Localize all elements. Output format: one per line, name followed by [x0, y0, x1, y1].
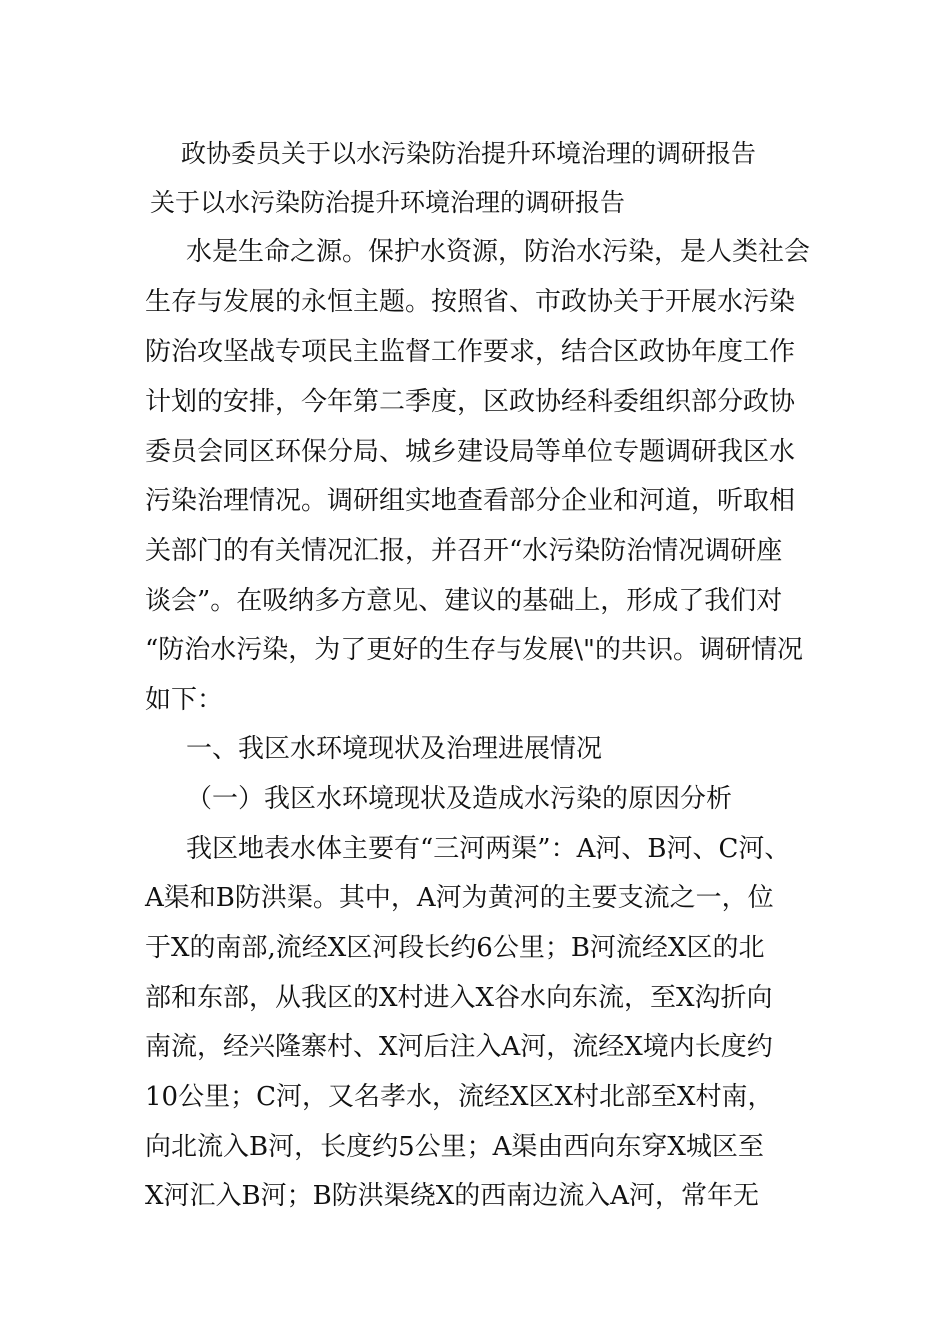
- paragraph-line: 向北流入B河，长度约5公里；A渠由西向东穿X城区至: [145, 1132, 764, 1162]
- paragraph-line: X河汇入B河；B防洪渠绕X的西南边流入A河，常年无: [145, 1181, 760, 1211]
- paragraph-line: 防治攻坚战专项民主监督工作要求，结合区政协年度工作: [145, 337, 796, 367]
- paragraph-line: 计划的安排，今年第二季度，区政协经科委组织部分政协: [145, 387, 796, 417]
- paragraph-line: A渠和B防洪渠。其中，A河为黄河的主要支流之一，位: [145, 883, 774, 913]
- document-title: 政协委员关于以水污染防治提升环境治理的调研报告: [181, 139, 757, 168]
- paragraph-line: 谈会”。在吸纳多方意见、建议的基础上，形成了我们对: [145, 586, 783, 616]
- paragraph-line: 水是生命之源。保护水资源，防治水污染，是人类社会: [186, 237, 811, 267]
- section-heading: 一、我区水环境现状及治理进展情况: [186, 734, 603, 764]
- paragraph-line: 10公里；C河，又名孝水，流经X区X村北部至X村南，: [145, 1082, 774, 1112]
- subsection-heading: （一）我区水环境现状及造成水污染的原因分析: [186, 784, 733, 814]
- paragraph-line: 污染治理情况。调研组实地查看部分企业和河道，听取相: [145, 486, 796, 516]
- paragraph-line: 如下：: [145, 685, 224, 715]
- paragraph-line: 关部门的有关情况汇报，并召开“水污染防治情况调研座: [145, 536, 783, 566]
- paragraph-line: 南流，经兴隆寨村、X河后注入A河，流经X境内长度约: [145, 1032, 773, 1062]
- paragraph-line: “防治水污染，为了更好的生存与发展\"的共识。调研情况: [145, 635, 804, 665]
- paragraph-line: 部和东部，从我区的X村进入X谷水向东流，至X沟折向: [145, 983, 773, 1013]
- document-subtitle: 关于以水污染防治提升环境治理的调研报告: [150, 188, 626, 217]
- paragraph-line: 于X的南部,流经X区河段长约6公里；B河流经X区的北: [145, 933, 765, 963]
- paragraph-line: 生存与发展的永恒主题。按照省、市政协关于开展水污染: [145, 287, 796, 317]
- paragraph-line: 委员会同区环保分局、城乡建设局等单位专题调研我区水: [145, 437, 796, 467]
- paragraph-line: 我区地表水体主要有“三河两渠”：A河、B河、C河、: [186, 834, 791, 864]
